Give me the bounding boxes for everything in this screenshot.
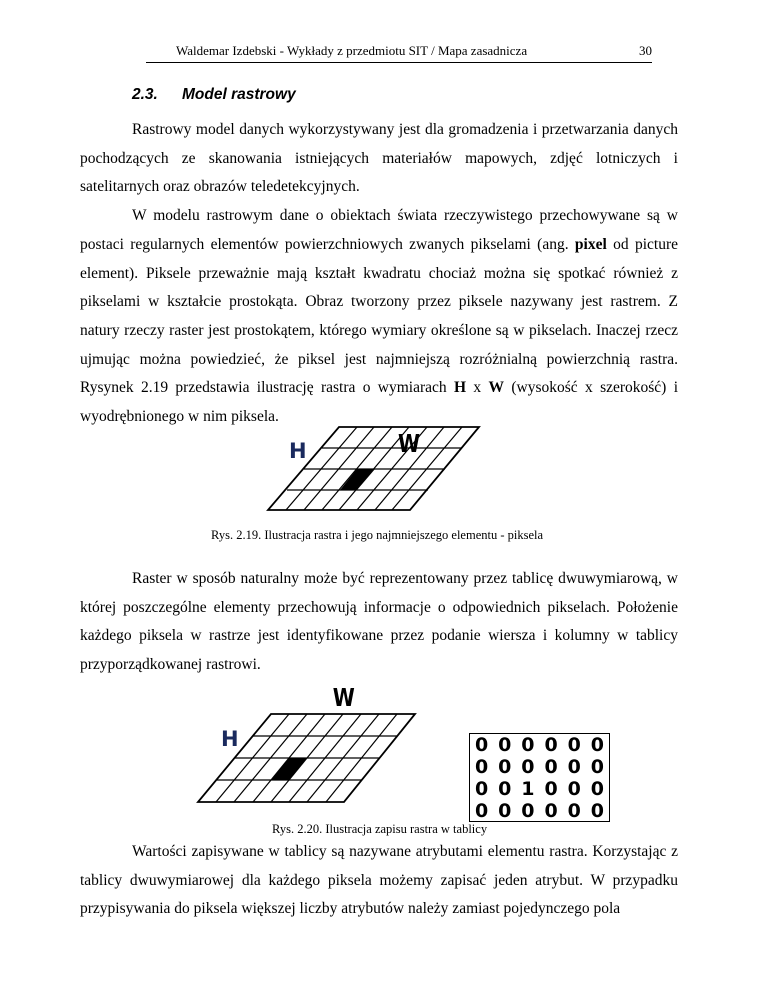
- table-cell: 0: [498, 756, 512, 778]
- paragraph-2-bold-h: H: [454, 379, 467, 397]
- table-cell: 0: [590, 734, 605, 756]
- figure-2-label-h: H: [221, 727, 239, 751]
- raster-value-table: [469, 733, 610, 822]
- table-cell: 1: [521, 778, 535, 800]
- paragraph-2-x: x: [466, 379, 489, 397]
- table-cell: 0: [544, 778, 558, 800]
- figure-1-label-w: W: [398, 429, 421, 459]
- section-title: Model rastrowy: [182, 86, 296, 103]
- paragraph-2-text-b: od picture element). Piksele przeważnie mają kształt kwadratu chociaż można się spotkać również z pikselami w kształcie prostokąta. Obraz tworzony przez piksele nazywany jest rastrem. Z natury rzeczy raster jest prostokątem, którego wymiary określone są w pikselach. Inaczej rzecz ujmując można powiedzieć, że piksel jest najmniejszą rozróżnialną powierzchnią rastra. Rysynek 2.19 przedstawia ilustrację rastra o wymiarach: [80, 235, 678, 397]
- table-cell: 0: [567, 778, 581, 800]
- table-cell: 0: [521, 734, 535, 756]
- table-cell: 0: [544, 800, 558, 822]
- table-cell: 0: [544, 756, 558, 778]
- table-cell: 0: [474, 800, 489, 822]
- table-cell: 0: [544, 734, 558, 756]
- header-title: Waldemar Izdebski - Wykłady z przedmiotu SIT / Mapa zasadnicza: [176, 43, 528, 58]
- figure-2-label-w: W: [332, 683, 355, 713]
- table-cell: 0: [521, 800, 535, 822]
- table-cell: 0: [590, 756, 605, 778]
- paragraph-4: Wartości zapisywane w tablicy są nazywane atrybutami elementu rastra. Korzystając z tablicy dwuwymiarowej dla każdego piksela możemy zapisać jeden atrybut. W przypadku przypisywania do piksela większej liczby atrybutów należy zamiast pojedynczego pola: [80, 843, 678, 918]
- figure-1-label-h: H: [289, 439, 307, 463]
- paragraph-2-text-a: W modelu rastrowym dane o obiektach świata rzeczywistego przechowywane są w postaci regularnych elementów powierzchniowych zwanych pikselami (ang.: [80, 207, 678, 253]
- paragraph-1: Rastrowy model danych wykorzystywany jest dla gromadzenia i przetwarzania danych pochodzących ze skanowania istniejących materiałów mapowych, zdjęć lotniczych i satelitarnych oraz obrazów teledetekcyjnych.: [80, 121, 678, 196]
- figure-1-caption: Rys. 2.19. Ilustracja rastra i jego najmniejszego elementu - piksela: [211, 528, 544, 542]
- table-cell: 0: [521, 756, 535, 778]
- paragraph-3: Raster w sposób naturalny może być reprezentowany przez tablicę dwuwymiarową, w której poszczególne elementy przechowują informacje o odpowiednich pikselach. Położenie każdego piksela w rastrze jest identyfikowane przez podanie wiersza i kolumny w tablicy przyporządkowanej rastrowi.: [80, 570, 678, 674]
- table-cell: 0: [498, 778, 512, 800]
- table-cell: 0: [590, 800, 605, 822]
- page-number: 30: [639, 43, 652, 58]
- table-cell: 0: [567, 734, 581, 756]
- body-text-bottom: [80, 838, 678, 924]
- paragraph-2-bold-pixel: pixel: [574, 235, 607, 253]
- table-cell: 0: [567, 756, 581, 778]
- pixel-highlight-2: [271, 758, 307, 780]
- table-cell: 0: [474, 778, 489, 800]
- paragraph-2-text-c: (wysokość x szerokość) i wyodrębnionego w nim piksela.: [80, 379, 678, 426]
- paragraph-2-bold-w: W: [488, 379, 504, 397]
- table-cell: 0: [498, 800, 512, 822]
- table-cell: 0: [498, 734, 512, 756]
- table-cell: 0: [474, 734, 489, 756]
- section-number: 2.3.: [132, 86, 158, 103]
- figure-2-caption: Rys. 2.20. Ilustracja zapisu rastra w tablicy: [272, 822, 488, 836]
- table-cell: 0: [567, 800, 581, 822]
- table-cell: 0: [474, 756, 489, 778]
- table-cell: 0: [590, 778, 605, 800]
